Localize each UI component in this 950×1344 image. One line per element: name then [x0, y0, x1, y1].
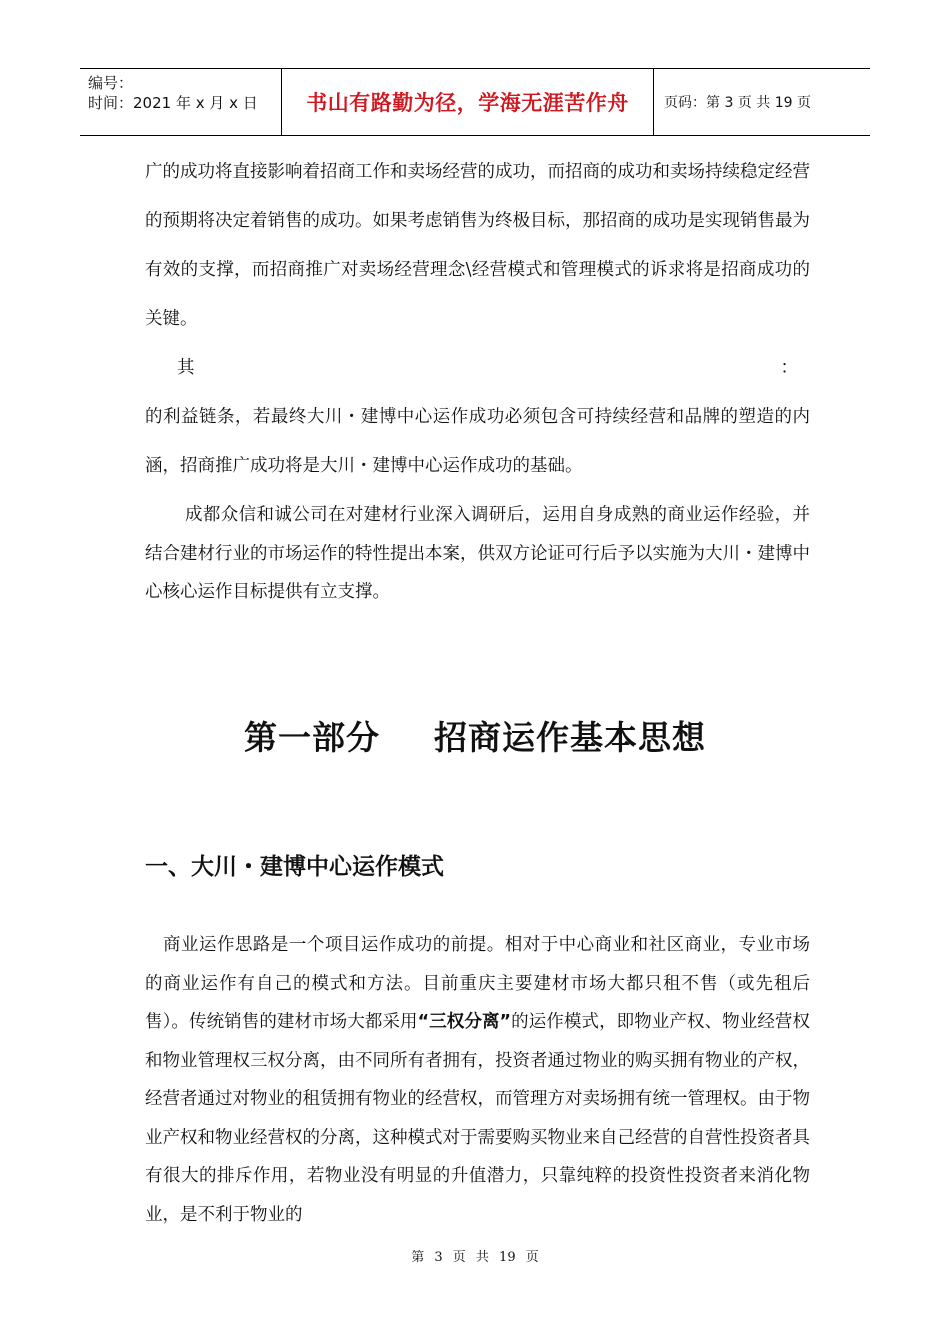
intro-paragraph-2-rest: 的利益链条，若最终大川・建博中心运作成功必须包含可持续经营和品牌的塑造的内涵，招商推广成功将是大川・建博中心运作成功的基础。 — [145, 407, 810, 476]
intro-paragraph-2-first-line — [145, 344, 810, 393]
three-rights-separation: “三权分离” — [417, 1012, 512, 1032]
intro-paragraph-1: 广的成功将直接影响着招商工作和卖场经营的成功，而招商的成功和卖场持续稳定经营的预期将决定着销售的成功。如果考虑销售为终极目标，那招商的成功是实现销售最为有效的支撑，而招商推广对卖场经营理念\经营模式和管理模式的诉求将是招商成功的关键。 — [145, 162, 810, 329]
header-page-info: 页码：第 3 页 共 19 页 — [664, 95, 811, 111]
header-slogan-cell — [282, 69, 654, 135]
intro-paragraph-2-right: ： — [780, 358, 798, 378]
page-footer: 第 3 页 共 19 页 — [411, 1250, 539, 1265]
header-page-cell — [654, 69, 870, 135]
intro-paragraph-3: 成都众信和诚公司在对建材行业深入调研后，运用自身成熟的商业运作经验，并结合建材行业的市场运作的特性提出本案，供双方论证可行后予以实施为大川・建博中心核心运作目标提供有立支撑。 — [145, 505, 810, 602]
section-body — [145, 926, 810, 1234]
header-slogan: 书山有路勤为径，学海无涯苦作舟 — [306, 91, 629, 115]
intro-paragraph-2-left: 其 — [177, 358, 195, 378]
intro-text — [145, 148, 810, 612]
header-number-label: 编号： — [88, 74, 134, 92]
part-heading: 招商运作基本思想 — [434, 718, 706, 757]
section-paragraph — [145, 926, 810, 1234]
header-meta-cell — [80, 69, 282, 135]
header-table — [80, 68, 870, 136]
part-number: 第一部分 — [244, 718, 380, 757]
header-time-label: 时间：2021 年 x 月 x 日 — [88, 94, 258, 112]
section-title: 一、大川・建博中心运作模式 — [145, 854, 444, 880]
section-paragraph-before: 商业运作思路是一个项目运作成功的前提。相对于中心商业和社区商业，专业市场的商业运作有自己的模式和方法。目前重庆主要建材市场大都只租不售（或先租后售）。传统销售的建材市场大都采用 — [145, 935, 810, 1032]
section-paragraph-after: 的运作模式，即物业产权、物业经营权和物业管理权三权分离，由不同所有者拥有，投资者通过物业的购买拥有物业的产权，经营者通过对物业的租赁拥有物业的经营权，而管理方对卖场拥有统一管理权。由于物业产权和物业经营权的分离，这种模式对于需要购买物业来自己经营的自营性投资者具有很大的排斥作用，若物业没有明显的升值潜力，只靠纯粹的投资性投资者来消化物业，是不利于物业的 — [145, 1012, 811, 1225]
part-title — [0, 712, 950, 759]
